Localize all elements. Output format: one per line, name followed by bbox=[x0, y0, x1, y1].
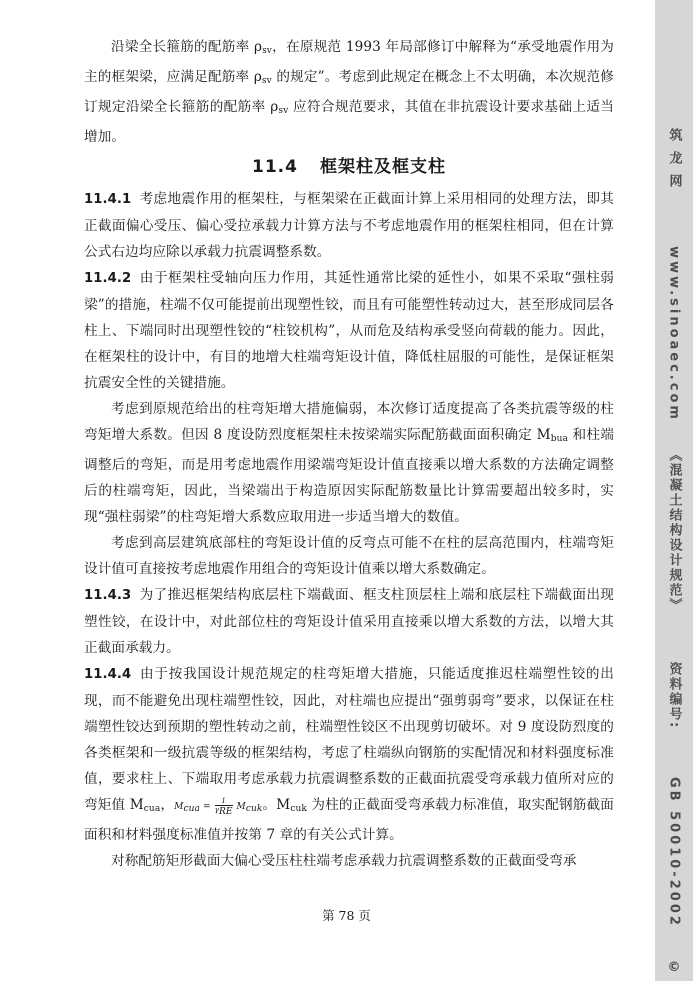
intro-paragraph: 沿梁全长箍筋的配筋率 $\rho_{sv}$，在原规范 1993 年局部修订中解释为“承受地震作用为主的框架梁，应满足配筋率 $\rho_{sv}$ 的规定”。考虑到此规定在概念上不太明确，本次规范修订规定沿梁全长箍筋的配筋率 $\rho_{sv}$ 应符合规范要求，其值在非抗震设计要求基础上适当增加。 bbox=[84, 39, 614, 145]
sidebar-url: www.sinoaec.com bbox=[666, 246, 682, 422]
clause-11-4-2-para-2: 考虑到原规范给出的柱弯矩增大措施偏弱，本次修订适度提高了各类抗震等级的柱弯矩增大系数。但因 8 度设防烈度框架柱未按梁端实际配筋截面面积确定 $M_{bua}$ 和柱端调整后的弯矩，而是用考虑地震作用梁端弯矩设计值直接乘以增大系数的方法确定调整后的柱端弯矩，因此，当梁端出于构造原因实际配筋数量比计算需要超出较多时，实现“强柱弱梁”的柱弯矩增大系数应取用进一步适当增大的数值。 bbox=[84, 401, 614, 525]
sidebar-code-label: 资料编号: bbox=[666, 662, 682, 730]
sidebar-copyright: © bbox=[666, 960, 682, 977]
page-number: 第 78 页 bbox=[322, 908, 371, 923]
clause-number: 11.4.2 bbox=[84, 271, 132, 286]
page-content bbox=[84, 34, 614, 874]
formula: $M_{cua}$ = $\frac{1}{\gamma_{RE}}$ $M_{cuk}$ bbox=[174, 797, 263, 817]
clause-11-4-2-para-3: 考虑到高层建筑底部柱的弯矩设计值的反弯点可能不在柱的层高范围内，柱端弯矩设计值可直接按考虑地震作用组合的弯矩设计值乘以增大系数确定。 bbox=[84, 535, 614, 577]
clause-number: 11.4.3 bbox=[84, 588, 132, 603]
clause-11-4-2: 11.4.2 由于框架柱受轴向压力作用，其延性通常比梁的延性小，如果不采取“强柱弱梁”的措施，柱端不仅可能提前出现塑性铰，而且有可能塑性转动过大，甚至形成同层各柱上、下端同时出现塑性铰的“柱铰机构”，从而危及结构承受竖向荷载的能力。因此，在框架柱的设计中，有目的地增大柱端弯矩设计值，降低柱屈服的可能性，是保证框架抗震安全性的关键措施。 bbox=[84, 270, 614, 391]
clause-11-4-3: 11.4.3 为了推迟框架结构底层柱下端截面、框支柱顶层柱上端和底层柱下端截面出现塑性铰，在设计中，对此部位柱的弯矩设计值采用直接乘以增大系数的方法，以增大其正截面承载力。 bbox=[84, 587, 614, 656]
section-heading: 框架柱及框支柱 bbox=[319, 157, 446, 177]
section-title bbox=[84, 154, 614, 180]
sidebar-code: GB 50010-2002 bbox=[666, 777, 682, 928]
clause-number: 11.4.1 bbox=[84, 192, 132, 207]
sidebar-doc-title: 《混凝土结构设计规范》 bbox=[666, 448, 682, 613]
sidebar-watermark bbox=[655, 0, 693, 981]
last-paragraph: 对称配筋矩形截面大偏心受压柱柱端考虑承载力抗震调整系数的正截面受弯承 bbox=[111, 853, 577, 869]
section-number: 11.4 bbox=[252, 157, 298, 177]
clause-number: 11.4.4 bbox=[84, 667, 132, 682]
clause-11-4-1: 11.4.1 考虑地震作用的框架柱，与框架梁在正截面计算上采用相同的处理方法，即其正截面偏心受压、偏心受拉承载力计算方法与不考虑地震作用的框架柱相同，但在计算公式右边均应除以承载力抗震调整系数。 bbox=[84, 191, 614, 260]
clause-11-4-4: 11.4.4 由于按我国设计规范规定的柱弯矩增大措施，只能适度推迟柱端塑性铰的出现，而不能避免出现柱端塑性铰，因此，对柱端也应提出“强剪弱弯”要求，以保证在柱端塑性铰达到预期的塑性转动之前，柱端塑性铰区不出现剪切破坏。对 9 度设防烈度的各类框架和一级抗震等级的框架结构，考虑了柱端纵向钢筋的实配情况和材料强度标准值，要求柱上、下端取用考虑承载力抗震调整系数的正截面抗震受弯承载力值所对应的弯矩值 $M_{cua}$，$M_{cua}$ = $\frac{1}{\gamma_{RE}}$ $M_{cuk}$。$M_{cuk}$ 为柱的正截面受弯承载力标准值，取实配钢筋截面面积和材料强度标准值并按第 7 章的有关公式计算。 bbox=[84, 666, 614, 843]
sidebar-site-name: 筑龙网 bbox=[666, 128, 682, 197]
